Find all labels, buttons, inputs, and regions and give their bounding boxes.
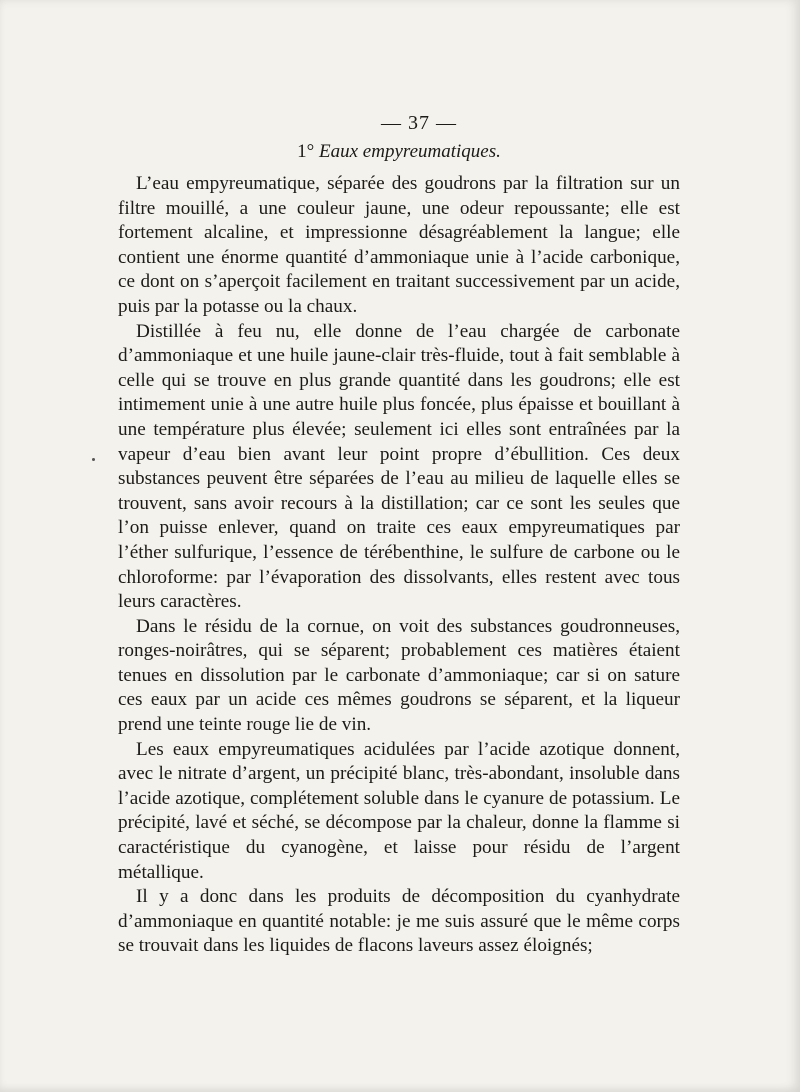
- paragraph-2: Distillée à feu nu, elle donne de l’eau chargée de carbonate d’ammoniaque et une huile jaune-clair très-fluide, tout à fait semblable à celle qui se trouve en plus grande quantité dans les goudrons; elle est intimement unie à une autre huile plus foncée, plus épaisse et bouillant à une température plus élevée; seulement ici elles sont entraînées par la vapeur d’eau bien avant leur point propre d’ébullition. Ces deux substances peuvent être séparées de l’eau au milieu de laquelle elles se trouvent, sans avoir recours à la distillation; car ce sont les seules que l’on puisse enlever, quand on traite ces eaux empyreumatiques par l’éther sulfurique, l’essence de térébenthine, le sulfure de carbone ou le chloroforme: par l’évaporation des dissolvants, elles restent avec tous leurs caractères.: [118, 320, 680, 613]
- section-number: 1°: [297, 141, 315, 162]
- paragraph-4: Les eaux empyreumatiques acidulées par l’acide azotique donnent, avec le nitrate d’argent, un précipité blanc, très-abondant, insoluble dans l’acide azotique, complétement soluble dans le cyanure de potassium. Le précipité, lavé et séché, se décompose par la chaleur, donne la flamme si caractéristique du cyanogène, et laisse pour résidu de l’argent métallique.: [118, 738, 680, 883]
- paragraph-5: Il y a donc dans les produits de décomposition du cyanhydrate d’ammoniaque en quantité notable: je me suis assuré que le même corps se trouvait dans les liquides de flacons laveurs assez éloignés;: [118, 886, 680, 957]
- section-title: Eaux empyreumatiques.: [319, 141, 501, 162]
- ink-speck: [92, 458, 95, 461]
- paragraph-3: Dans le résidu de la cornue, on voit des substances goudronneuses, ronges-noirâtres, qui se séparent; probablement ces matières étaient tenues en dissolution par le carbonate d’ammoniaque; car si on sature ces eaux par un acide ces mêmes goudrons se séparent, et la liqueur prend une teinte rouge lie de vin.: [118, 615, 680, 736]
- page-text: [118, 108, 680, 959]
- page-number: — 37 —: [381, 112, 457, 134]
- paragraph-1: L’eau empyreumatique, séparée des goudrons par la filtration sur un filtre mouillé, a une couleur jaune, une odeur repoussante; elle est fortement alcaline, et impressionne désagréablement la langue; elle contient une énorme quantité d’ammoniaque unie à l’acide carbonique, ce dont on s’aperçoit facilement en traitant successivement par un acide, puis par la potasse ou la chaux.: [118, 173, 680, 317]
- section-heading: [118, 138, 680, 168]
